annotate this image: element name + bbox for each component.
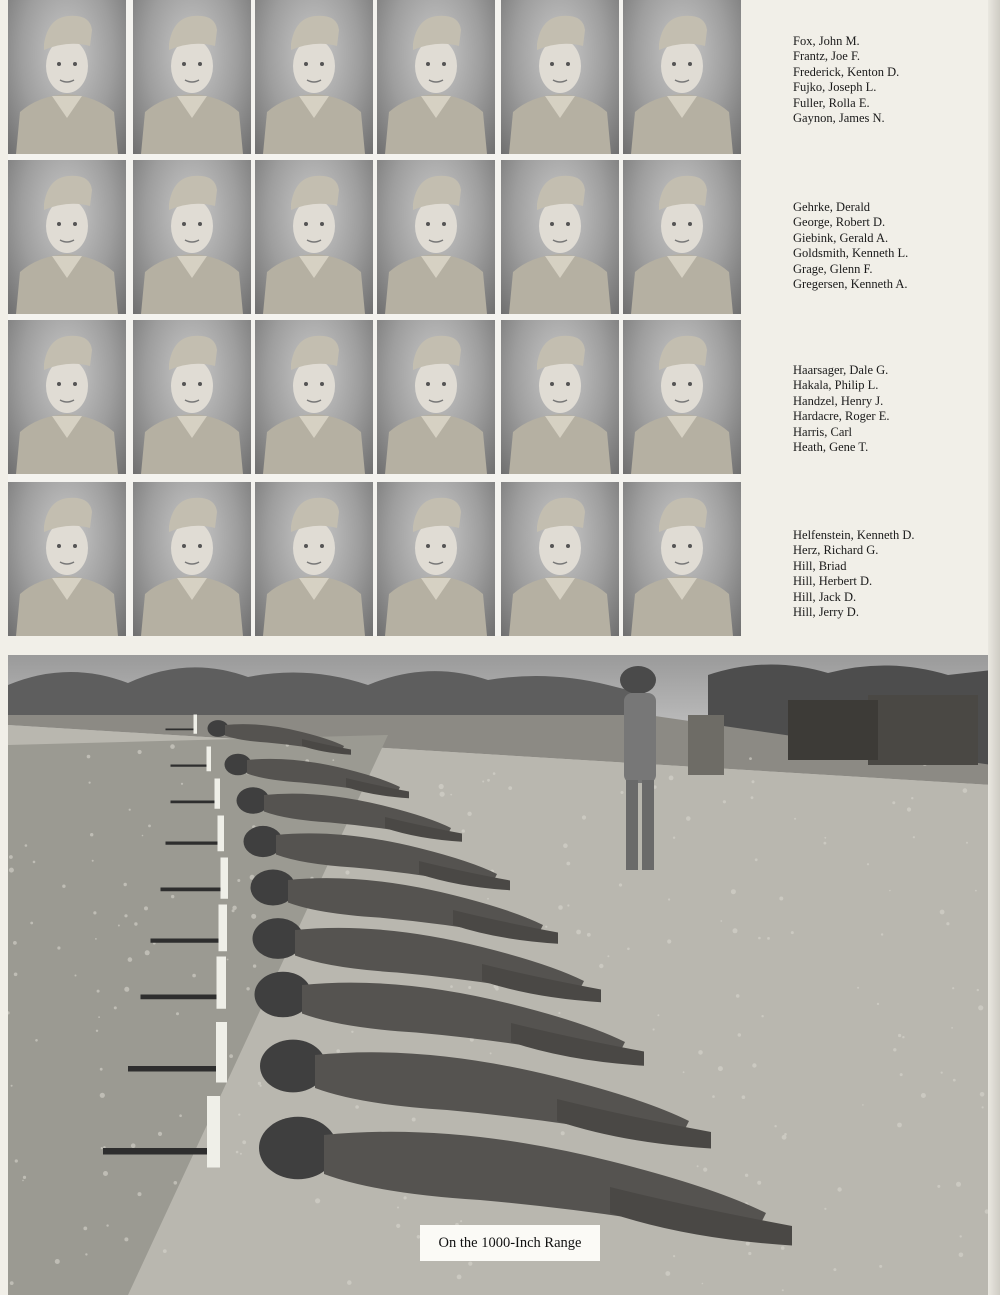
portrait-figure xyxy=(255,0,373,154)
roster-name: Hill, Briad xyxy=(793,558,847,573)
portrait-figure xyxy=(623,320,741,474)
soldier-portrait xyxy=(623,320,741,474)
portrait-figure xyxy=(623,160,741,314)
soldier-portrait xyxy=(133,0,251,154)
portrait-figure xyxy=(255,160,373,314)
soldier-portrait xyxy=(133,160,251,314)
roster-name: Heath, Gene T. xyxy=(793,440,869,455)
rifle-range-scene xyxy=(8,655,992,1295)
roster-name: Fujko, Joseph L. xyxy=(793,80,877,95)
soldier-portrait xyxy=(255,0,373,154)
portrait-figure xyxy=(623,482,741,636)
portrait-figure xyxy=(377,0,495,154)
roster-name: Frederick, Kenton D. xyxy=(793,64,900,79)
rifle-range-photo xyxy=(8,655,992,1295)
roster-name: Harris, Carl xyxy=(793,424,853,439)
roster-name: Herz, Richard G. xyxy=(793,543,879,558)
portrait-figure xyxy=(8,0,126,154)
roster-name: Hill, Jerry D. xyxy=(793,605,859,620)
soldier-portrait xyxy=(255,482,373,636)
soldier-portrait xyxy=(623,160,741,314)
soldier-portrait xyxy=(377,0,495,154)
soldier-portrait xyxy=(623,0,741,154)
portrait-figure xyxy=(501,160,619,314)
roster-group-2 xyxy=(793,200,998,292)
soldier-portrait xyxy=(377,320,495,474)
roster-name: Hardacre, Roger E. xyxy=(793,409,890,424)
roster-name: Hill, Jack D. xyxy=(793,589,857,604)
soldier-portrait xyxy=(501,160,619,314)
portrait-figure xyxy=(255,482,373,636)
portrait-figure xyxy=(255,320,373,474)
roster-name: Handzel, Henry J. xyxy=(793,393,884,408)
portrait-grid xyxy=(8,0,740,636)
portrait-figure xyxy=(133,160,251,314)
roster-name: Helfenstein, Kenneth D. xyxy=(793,528,915,542)
roster-name: Grage, Glenn F. xyxy=(793,261,873,276)
roster-group-3 xyxy=(793,363,998,455)
roster-name: Haarsager, Dale G. xyxy=(793,363,889,377)
soldier-portrait xyxy=(255,160,373,314)
roster-group-1 xyxy=(793,34,998,126)
portrait-figure xyxy=(133,320,251,474)
soldier-portrait xyxy=(8,160,126,314)
roster-name: George, Robert D. xyxy=(793,215,886,230)
portrait-figure xyxy=(8,160,126,314)
soldier-portrait xyxy=(501,320,619,474)
roster-name: Goldsmith, Kenneth L. xyxy=(793,246,909,261)
soldier-portrait xyxy=(501,0,619,154)
photo-caption: On the 1000-Inch Range xyxy=(420,1225,600,1261)
roster-name: Gregersen, Kenneth A. xyxy=(793,277,908,292)
soldier-portrait xyxy=(8,0,126,154)
roster-name: Fuller, Rolla E. xyxy=(793,95,870,110)
soldier-portrait xyxy=(133,320,251,474)
soldier-portrait xyxy=(623,482,741,636)
page-edge-shadow xyxy=(988,0,1000,1295)
portrait-figure xyxy=(501,0,619,154)
portrait-figure xyxy=(133,482,251,636)
soldier-portrait xyxy=(255,320,373,474)
portrait-figure xyxy=(377,160,495,314)
portrait-figure xyxy=(377,482,495,636)
roster-name: Giebink, Gerald A. xyxy=(793,230,889,245)
soldier-portrait xyxy=(377,160,495,314)
soldier-portrait xyxy=(501,482,619,636)
roster-group-4 xyxy=(793,528,998,620)
roster-name: Gehrke, Derald xyxy=(793,200,871,214)
portrait-figure xyxy=(501,320,619,474)
portrait-figure xyxy=(133,0,251,154)
roster-name: Hakala, Philip L. xyxy=(793,378,879,393)
roster-name: Gaynon, James N. xyxy=(793,111,885,126)
portrait-figure xyxy=(501,482,619,636)
portrait-figure xyxy=(623,0,741,154)
soldier-portrait xyxy=(133,482,251,636)
roster-names-column xyxy=(793,0,998,636)
roster-name: Fox, John M. xyxy=(793,34,860,48)
soldier-portrait xyxy=(8,320,126,474)
soldier-portrait xyxy=(377,482,495,636)
roster-name: Hill, Herbert D. xyxy=(793,574,873,589)
portrait-figure xyxy=(8,320,126,474)
soldier-portrait xyxy=(8,482,126,636)
roster-name: Frantz, Joe F. xyxy=(793,49,861,64)
portrait-figure xyxy=(377,320,495,474)
portrait-figure xyxy=(8,482,126,636)
